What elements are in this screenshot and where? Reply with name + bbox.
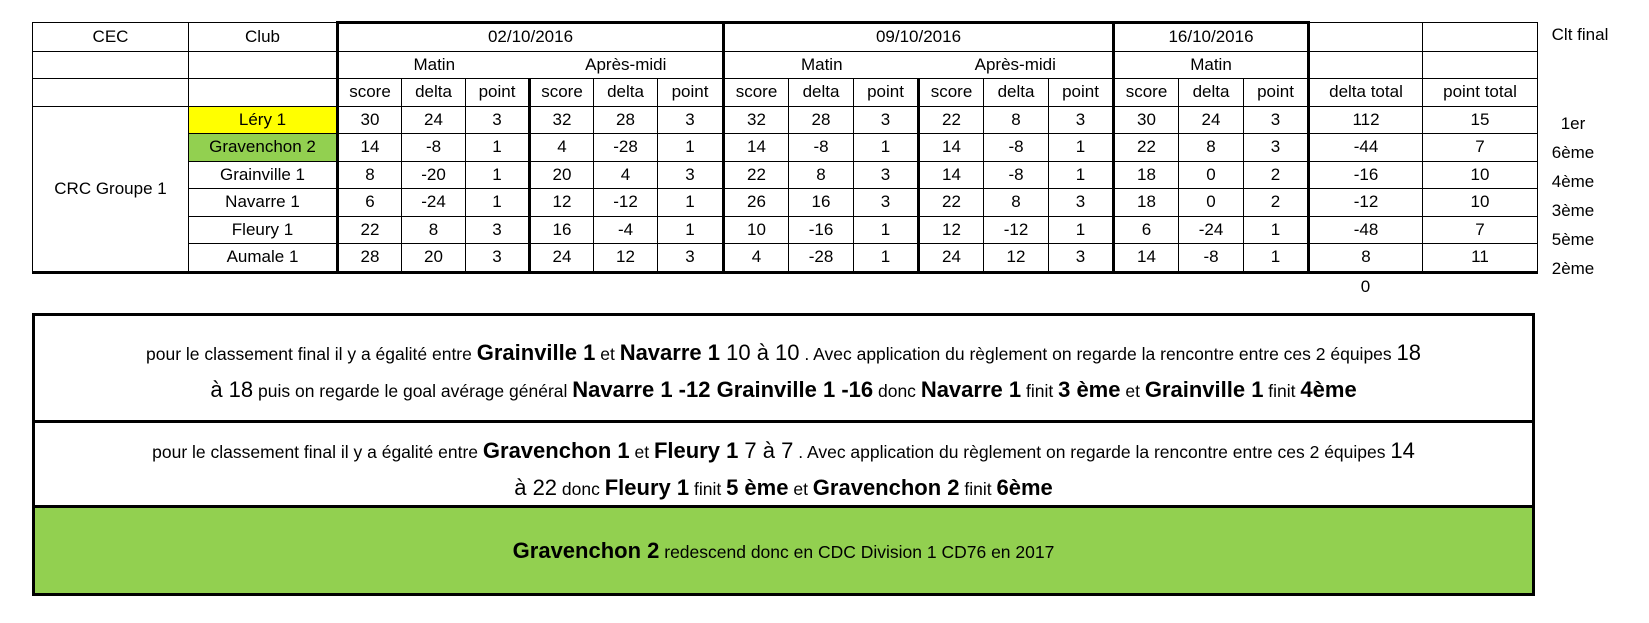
club-name: Aumale 1	[189, 244, 338, 273]
header-point: point	[854, 79, 919, 107]
table-row: Aumale 1 28 20 3 24 12 3 4 -28 1 24 12 3 14 -8 1 8 11	[33, 244, 1538, 273]
header-point-total: point total	[1423, 79, 1538, 107]
header-score: score	[530, 79, 594, 107]
table-row: Gravenchon 2 14 -8 1 4 -28 1 14 -8 1 14 -8 1 22 8 3 -44 7	[33, 134, 1538, 162]
relegation-note: Gravenchon 2 redescend donc en CDC Division 1 CD76 en 2017	[32, 505, 1535, 596]
table-row: Grainville 1 8 -20 1 20 4 3 22 8 3 14 -8 1 18 0 2 -16 10	[33, 161, 1538, 189]
header-row-subcolumns	[33, 79, 1538, 107]
team-name: Fleury 1	[653, 438, 739, 463]
header-point: point	[1049, 79, 1114, 107]
results-table	[32, 21, 1538, 300]
header-row-dates	[33, 23, 1538, 52]
header-club: Club	[189, 23, 338, 52]
final-rank: 2ème	[1551, 259, 1595, 278]
header-date-2: 09/10/2016	[724, 23, 1114, 52]
team-name: Navarre 1	[619, 340, 720, 365]
header-point: point	[466, 79, 530, 107]
delta-total: -12	[1309, 189, 1423, 217]
delta-total: 112	[1309, 106, 1423, 134]
delta-total: -16	[1309, 161, 1423, 189]
final-rank: 5ème	[1551, 230, 1595, 249]
point-total: 7	[1423, 216, 1538, 244]
point-total: 7	[1423, 134, 1538, 162]
final-rank: 6ème	[1551, 143, 1595, 162]
header-score: score	[724, 79, 789, 107]
final-rank-header: Clt final	[1551, 25, 1609, 44]
header-delta: delta	[984, 79, 1049, 107]
header-date-3: 16/10/2016	[1114, 23, 1309, 52]
club-name: Léry 1	[189, 106, 338, 134]
team-name: Fleury 1	[604, 475, 690, 500]
point-total: 15	[1423, 106, 1538, 134]
delta-total: -44	[1309, 134, 1423, 162]
header-cec: CEC	[33, 23, 189, 52]
header-session: Matin	[724, 51, 919, 79]
tiebreak-note-2: pour le classement final il y a égalité entre Gravenchon 1 et Fleury 1 7 à 7 . Avec application du règlement on regarde la rencontre entre ces 2 équipes 14 à 22 donc Fleury 1 finit 5 ème et Gravenchon 2 finit 6ème	[32, 420, 1535, 508]
team-name: Gravenchon 2	[512, 538, 660, 563]
point-total: 10	[1423, 189, 1538, 217]
header-empty-delta	[1309, 23, 1423, 52]
table-row: CRC Groupe 1 Léry 1 30 24 3 32 28 3 32 28 3 22 8 3 30 24 3 112 15	[33, 106, 1538, 134]
header-session: Matin	[338, 51, 530, 79]
table-row: Navarre 1 6 -24 1 12 -12 1 26 16 3 22 8 3 18 0 2 -12 10	[33, 189, 1538, 217]
header-point: point	[1244, 79, 1309, 107]
team-name: Gravenchon 2	[812, 475, 960, 500]
header-row-sessions	[33, 51, 1538, 79]
team-name: Grainville 1	[476, 340, 596, 365]
header-delta: delta	[402, 79, 466, 107]
sum-row	[33, 272, 1538, 300]
team-name: Gravenchon 1	[482, 438, 630, 463]
table-row: Fleury 1 22 8 3 16 -4 1 10 -16 1 12 -12 1 6 -24 1 -48 7	[33, 216, 1538, 244]
header-session: Matin	[1114, 51, 1309, 79]
header-delta: delta	[1179, 79, 1244, 107]
header-session: Après-midi	[530, 51, 724, 79]
header-delta-total: delta total	[1309, 79, 1423, 107]
point-total: 11	[1423, 244, 1538, 273]
header-delta: delta	[594, 79, 658, 107]
club-name: Navarre 1	[189, 189, 338, 217]
final-rank: 3ème	[1551, 201, 1595, 220]
group-label: CRC Groupe 1	[33, 106, 189, 272]
delta-total: 8	[1309, 244, 1423, 273]
delta-total: -48	[1309, 216, 1423, 244]
final-rank: 4ème	[1551, 172, 1595, 191]
header-score: score	[1114, 79, 1179, 107]
header-empty-point	[1423, 23, 1538, 52]
point-total: 10	[1423, 161, 1538, 189]
club-name: Gravenchon 2	[189, 134, 338, 162]
club-name: Fleury 1	[189, 216, 338, 244]
header-score: score	[919, 79, 984, 107]
tiebreak-note-1: pour le classement final il y a égalité entre Grainville 1 et Navarre 1 10 à 10 . Avec application du règlement on regarde la rencontre entre ces 2 équipes 18 à 18 puis on regarde le goal avérage général Navarre 1 -12 Grainville 1 -16 donc Navarre 1 finit 3 ème et Grainville 1 finit 4ème	[32, 313, 1535, 423]
team-name: Navarre 1	[920, 377, 1022, 402]
delta-sum: 0	[1360, 276, 1371, 296]
header-session: Après-midi	[919, 51, 1114, 79]
header-date-1: 02/10/2016	[338, 23, 724, 52]
final-rank: 1er	[1560, 114, 1586, 133]
header-delta: delta	[789, 79, 854, 107]
team-name: Grainville 1	[1144, 377, 1264, 402]
header-score: score	[338, 79, 402, 107]
header-point: point	[658, 79, 724, 107]
club-name: Grainville 1	[189, 161, 338, 189]
